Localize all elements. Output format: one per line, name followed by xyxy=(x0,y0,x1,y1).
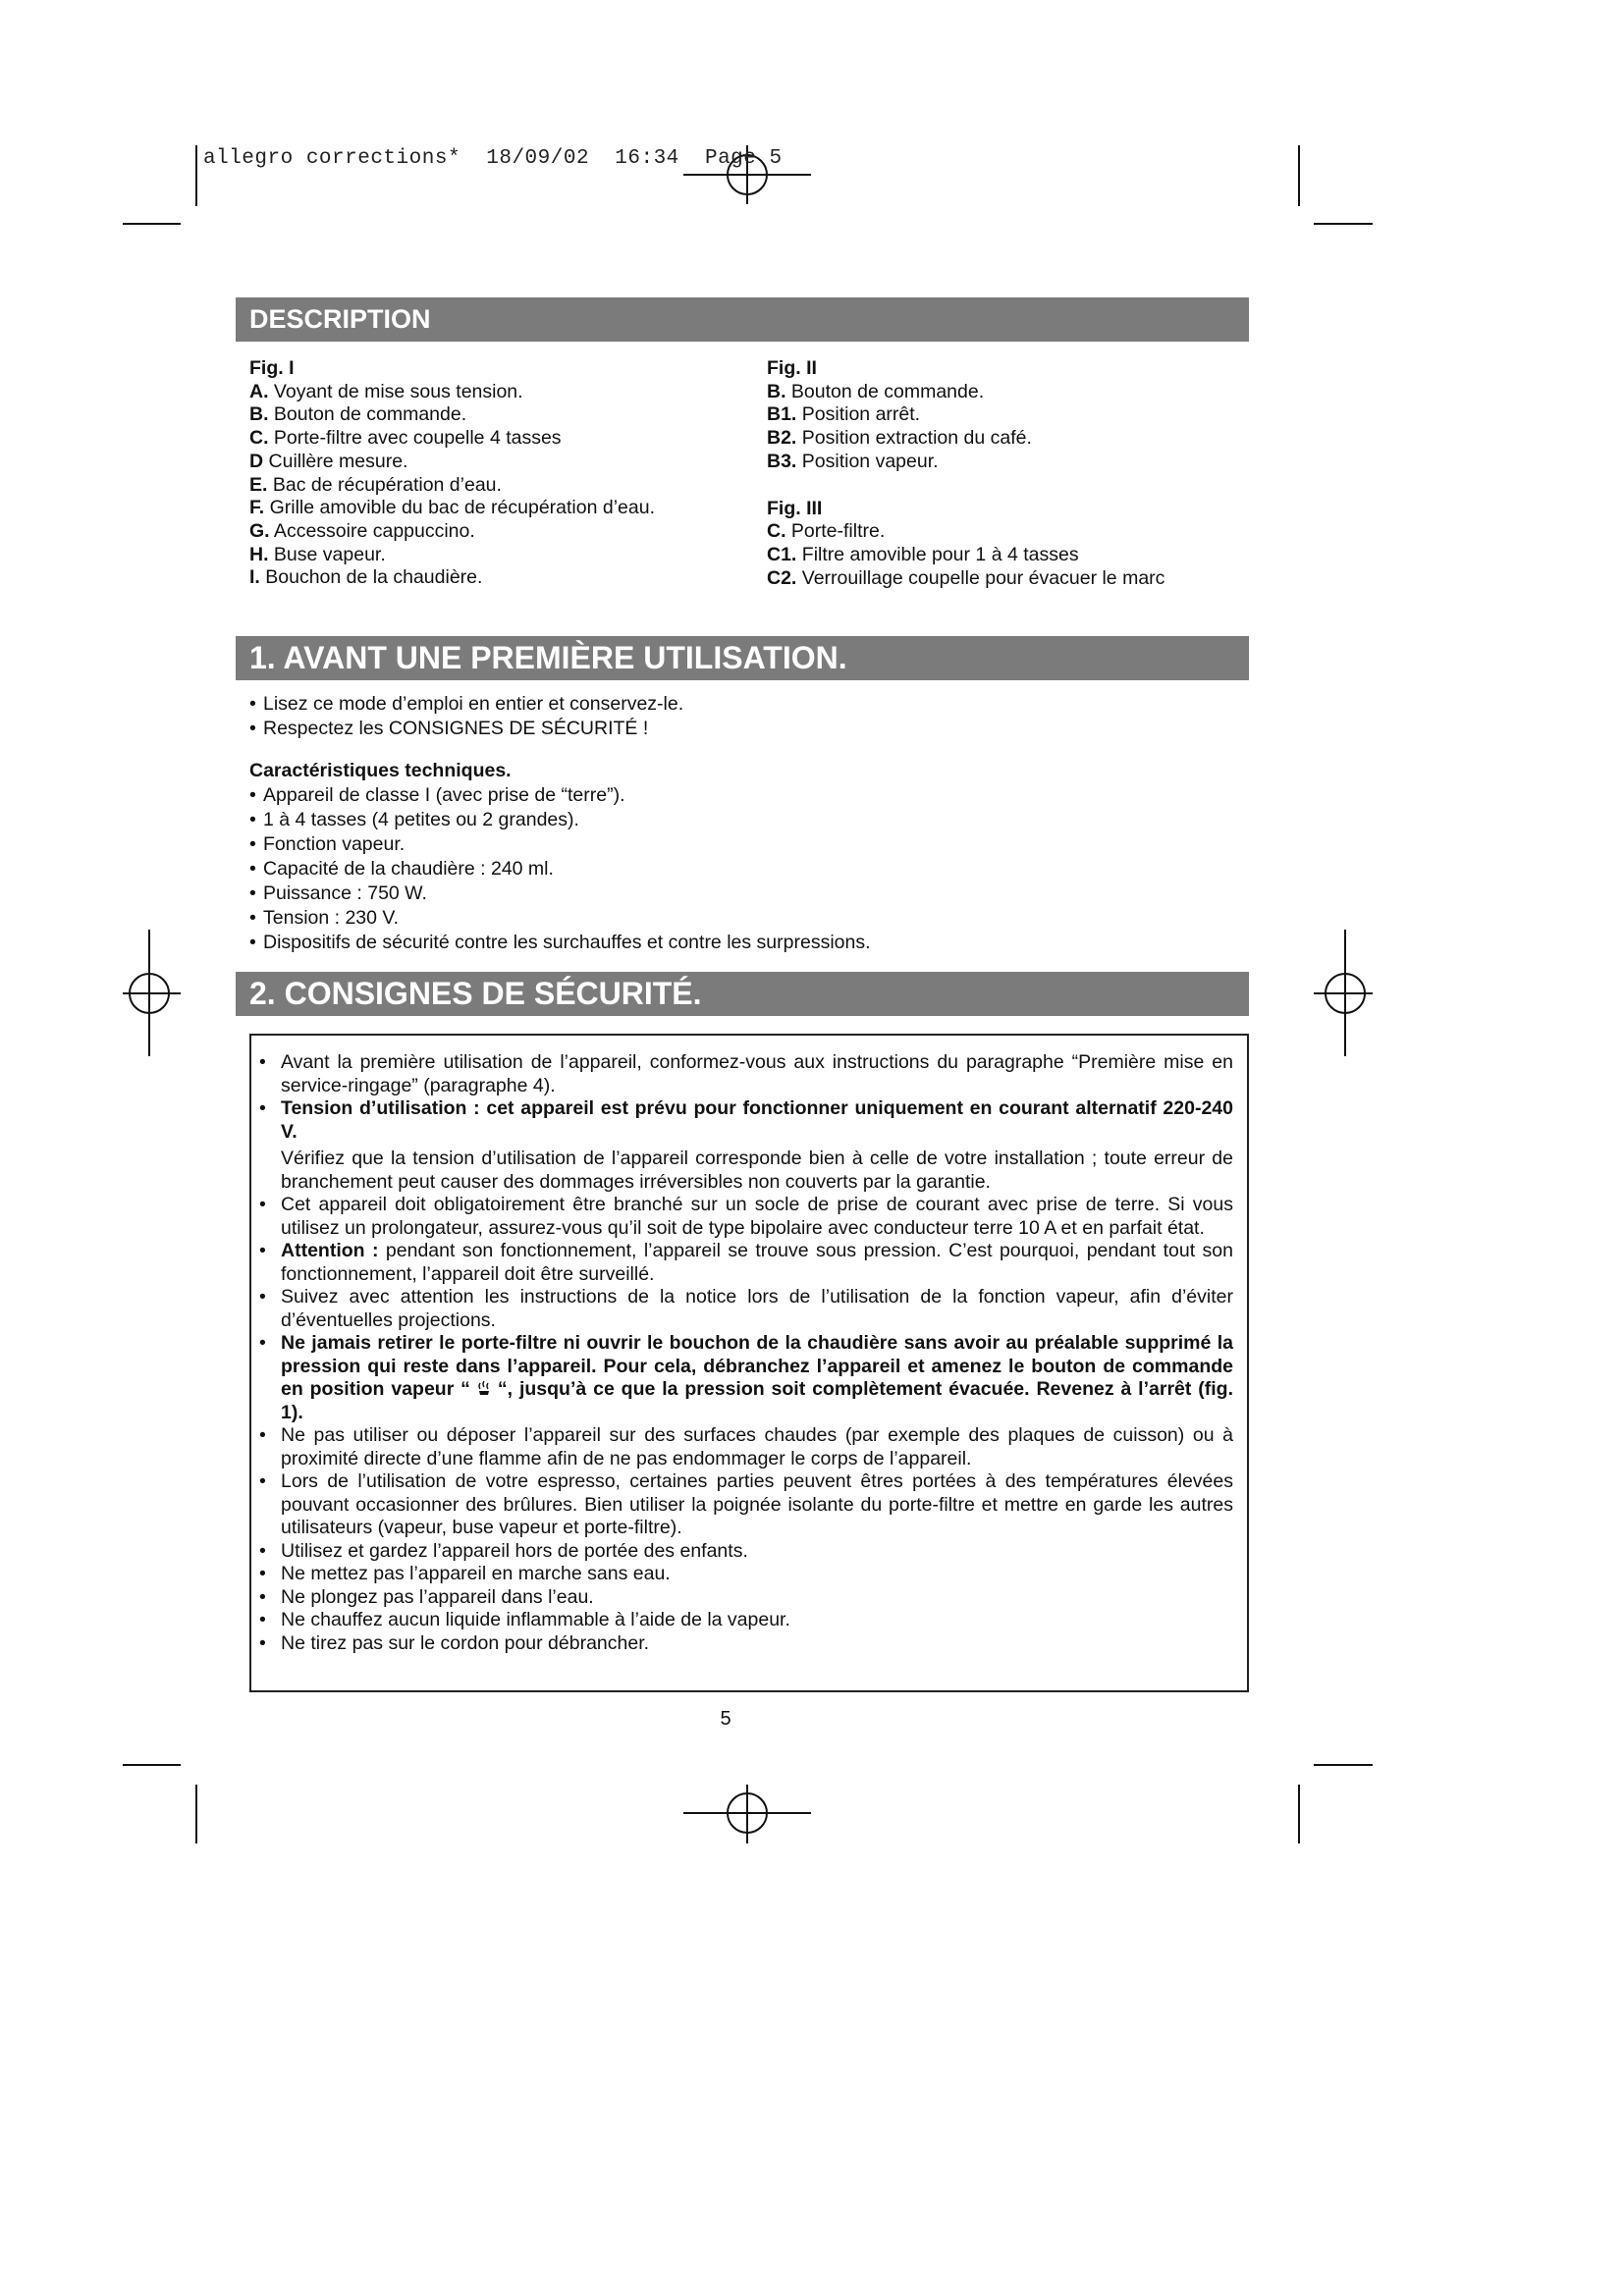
section-header-description: DESCRIPTION xyxy=(236,297,1249,342)
list-item: • Avant la première utilisation de l’appareil, conformez-vous aux instructions du paragraphe “Première mise en service-ringage” (paragraphe 4). xyxy=(259,1051,1233,1096)
list-item: • Dispositifs de sécurité contre les surchauffes et contre les surpressions. xyxy=(249,932,871,953)
list-item: • Lisez ce mode d’emploi en entier et conservez-le. xyxy=(249,693,684,715)
list-item: E. Bac de récupération d’eau. xyxy=(249,473,502,496)
list-item: • Fonction vapeur. xyxy=(249,833,406,855)
list-item: I. Bouchon de la chaudière. xyxy=(249,566,483,589)
list-item: B. Bouton de commande. xyxy=(249,403,467,426)
list-item: • Ne jamais retirer le porte-filtre ni ouvrir le bouchon de la chaudière sans avoir au préalable supprimé la pression qui reste dans l’appareil. Pour cela, débranchez l’appareil et amenez le bouton de commande en position vapeur “ “, jusqu’à ce que la pression soit complètement évacuée. Revenez à l’arrêt (fig. 1). xyxy=(259,1332,1233,1423)
fig3-title: Fig. III xyxy=(767,497,823,519)
tech-title: Caractéristiques techniques. xyxy=(249,760,512,781)
list-item: • Utilisez et gardez l’appareil hors de portée des enfants. xyxy=(259,1539,748,1562)
fig2-fig3-legend xyxy=(767,357,1258,590)
fig1-legend xyxy=(249,357,760,590)
list-item: • Lors de l’utilisation de votre espresso, certaines parties peuvent êtres portées à des températures élevées pouvant occasionner des brûlures. Bien utiliser la poignée isolante du porte-filtre et mettre en garde les autres utilisateurs (vapeur, buse vapeur et porte-filtre). xyxy=(259,1470,1233,1538)
list-item: • Ne mettez pas l’appareil en marche sans eau. xyxy=(259,1563,671,1584)
list-item: • Ne chauffez aucun liquide inflammable à l’aide de la vapeur. xyxy=(259,1609,790,1630)
list-item: C. Porte-filtre. xyxy=(767,520,886,543)
list-item: • Attention : pendant son fonctionnement, l’appareil se trouve sous pression. C’est pourquoi, pendant tout son fonctionnement, l’appareil doit être surveillé. xyxy=(259,1240,1233,1285)
list-item: C1. Filtre amovible pour 1 à 4 tasses xyxy=(767,543,1079,565)
list-item: B3. Position vapeur. xyxy=(767,450,939,472)
list-item: • Respectez les CONSIGNES DE SÉCURITÉ ! xyxy=(249,718,649,739)
list-item: • Ne pas utiliser ou déposer l’appareil sur des surfaces chaudes (par exemple des plaques de cuisson) ou à proximité directe d’une flamme afin de ne pas endommager le corps de l’appareil. xyxy=(259,1424,1233,1469)
list-item: • Suivez avec attention les instructions de la notice lors de l’utilisation de la fonction vapeur, afin d’éviter d’éventuelles projections. xyxy=(259,1286,1233,1331)
list-item: • Cet appareil doit obligatoirement être branché sur un socle de prise de courant avec prise de terre. Si vous utilisez un prolongateur, assurez-vous qu’il soit de type bipolaire avec conducteur terre 10 A et en parfait état. xyxy=(259,1194,1233,1239)
list-item: • Ne tirez pas sur le cordon pour débrancher. xyxy=(259,1631,650,1654)
list-item: B1. Position arrêt. xyxy=(767,403,921,426)
list-item: A. Voyant de mise sous tension. xyxy=(249,380,523,402)
list-item: • Capacité de la chaudière : 240 ml. xyxy=(249,858,554,880)
list-item-continuation: Vérifiez que la tension d’utilisation de l’appareil corresponde bien à celle de votre installation ; toute erreur de branchement peut causer des dommages irréversibles non couverts par la garantie. xyxy=(281,1148,1233,1193)
list-item: B. Bouton de commande. xyxy=(767,380,985,402)
list-item: C. Porte-filtre avec coupelle 4 tasses xyxy=(249,427,562,450)
section-header-avant: 1. AVANT UNE PREMIÈRE UTILISATION. xyxy=(236,636,1249,680)
list-item: H. Buse vapeur. xyxy=(249,543,386,565)
list-item: • Ne plongez pas l’appareil dans l’eau. xyxy=(259,1585,594,1608)
fig2-title: Fig. II xyxy=(767,357,817,379)
list-item: F. Grille amovible du bac de récupération d’eau. xyxy=(249,497,655,519)
steam-icon xyxy=(474,1379,494,1399)
print-slug: allegro corrections* 18/09/02 16:34 Page 5 xyxy=(203,147,783,170)
list-item: • 1 à 4 tasses (4 petites ou 2 grandes). xyxy=(249,809,579,830)
section-header-consignes: 2. CONSIGNES DE SÉCURITÉ. xyxy=(236,972,1249,1016)
fig1-title: Fig. I xyxy=(249,357,295,379)
list-item: G. Accessoire cappuccino. xyxy=(249,519,475,542)
list-item: • Appareil de classe I (avec prise de “terre”). xyxy=(249,784,625,806)
list-item: • Tension : 230 V. xyxy=(249,907,400,929)
avant-content xyxy=(249,692,1231,955)
list-item: B2. Position extraction du café. xyxy=(767,427,1032,450)
list-item: • Puissance : 750 W. xyxy=(249,882,427,904)
list-item: D Cuillère mesure. xyxy=(249,450,408,472)
list-item: C2. Verrouillage coupelle pour évacuer le marc xyxy=(767,566,1165,589)
page-number: 5 xyxy=(720,1708,731,1730)
safety-list xyxy=(259,1051,1233,1655)
list-item: • Tension d’utilisation : cet appareil est prévu pour fonctionner uniquement en courant alternatif 220-240 V. xyxy=(259,1097,1233,1143)
